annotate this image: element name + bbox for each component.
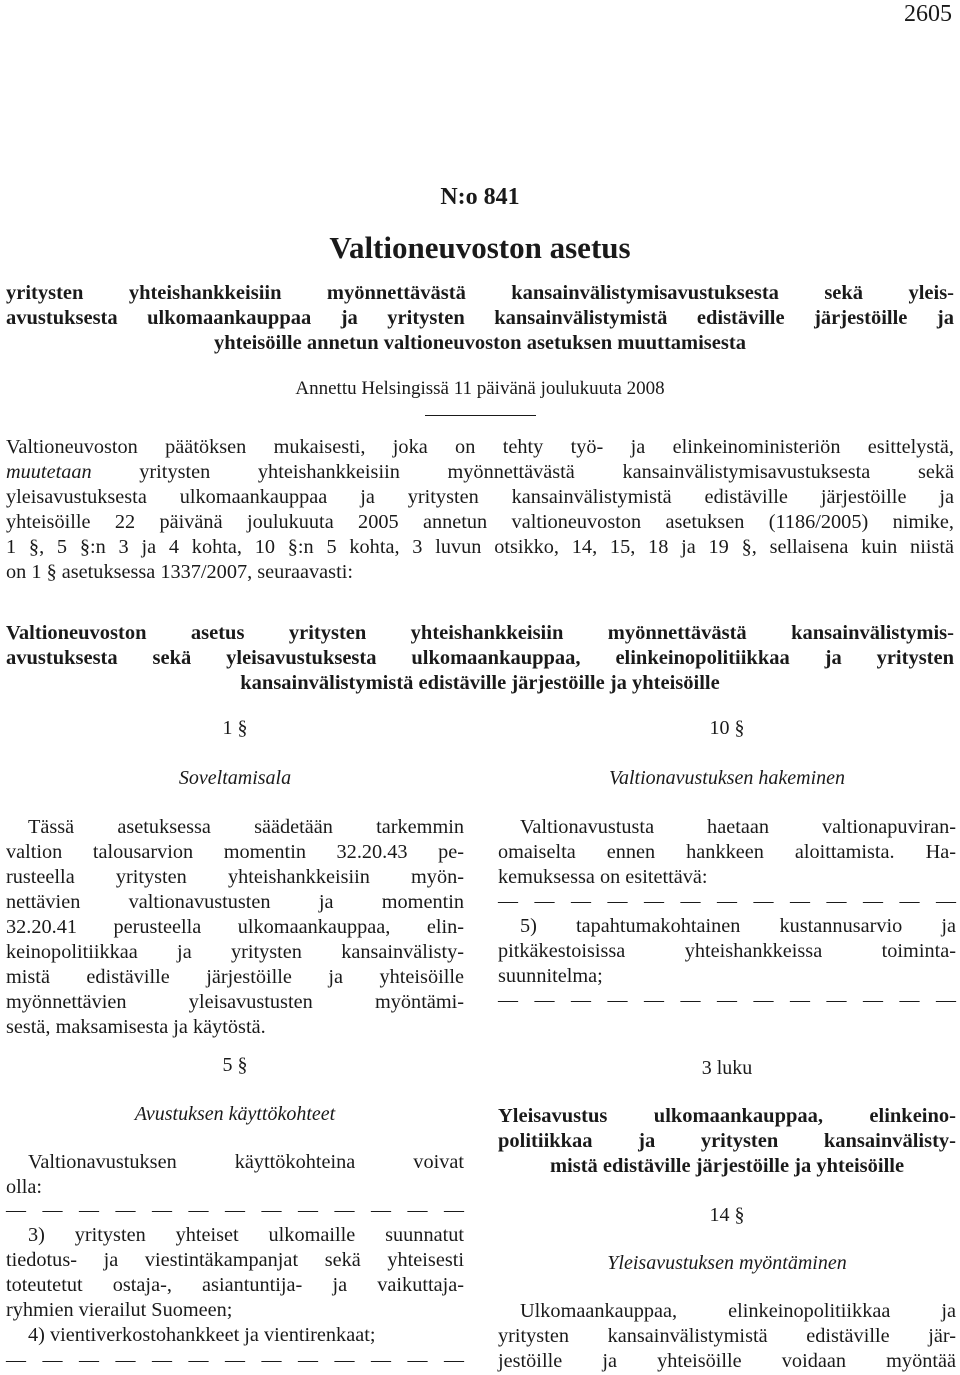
section-14-number: 14 § [709,1204,745,1226]
text-line: Ulkomaankauppaa, elinkeinopolitiikkaa ja [520,1300,956,1322]
issue-date: Annettu Helsingissä 11 päivänä joulukuuta 2008 [295,378,665,399]
text-line: tiedotus- ja viestintäkampanjat sekä yhteisesti [6,1249,464,1271]
preamble-italic-word: muutetaan [6,461,92,483]
preamble-line: 1 §, 5 §:n 3 ja 4 kohta, 10 §:n 5 kohta, 3 luvun otsikko, 14, 15, 18 ja 19 §, sellaisena kuin niistä [6,536,954,558]
text-line: 4) vientiverkostohankkeet ja vientirenkaat; [28,1324,376,1346]
section-5-intro [6,1150,464,1200]
preamble-line: Valtioneuvoston päätöksen mukaisesti, joka on tehty työ- ja elinkeinoministeriön esittelystä, [6,436,954,458]
section-1-text [6,815,464,1040]
text-line: 3) yritysten yhteiset ulkomaille suunnatut [28,1224,464,1246]
regulation-title-line: kansainvälistymistä edistäville järjestöille ja yhteisöille [240,672,720,694]
preamble-line: yhteisöille 22 päivänä joulukuuta 2005 annetun valtioneuvoston asetuksen (1186/2005) nimike, [6,511,954,533]
text-line: 5) tapahtumakohtainen kustannusarvio ja [520,915,956,937]
text-line: kemuksessa on esitettävä: [498,866,708,888]
text-line: pitkäkestoisissa yhteishankkeissa toiminta- [498,940,956,962]
preamble-line: yleisavustuksesta ulkomaankauppaa ja yritysten kansainvälistymistä edistäville järjestöille ja [6,486,954,508]
preamble-line [6,460,954,485]
text-line: jestöille ja yhteisöille voidaan myöntää [498,1350,956,1372]
text-line: keinopolitiikkaa ja yritysten kansainvälisty- [6,941,464,963]
text-line: nettävien valtionavustusten ja momentin [6,891,464,913]
omission-dashes: — — — — — — — — — — — — — [498,890,956,912]
section-10-item-5 [498,914,956,989]
omission-dashes: — — — — — — — — — — — — — [6,1349,464,1371]
section-1-number: 1 § [222,717,248,739]
text-line: olla: [6,1176,43,1198]
document-number: N:o 841 [440,184,520,210]
subtitle-line: avustuksesta ulkomaankauppaa ja yritysten kansainvälistymistä edistäville järjestöille ja [6,307,954,329]
section-10-intro [498,815,956,890]
text-line: toteutetut ostaja-, asiantuntija- ja vaikuttaja- [6,1274,464,1296]
section-5-item-4 [6,1323,464,1348]
subtitle-line: yritysten yhteishankkeisiin myönnettävästä kansainvälistymisavustuksesta sekä yleis- [6,282,954,304]
subtitle-line: yhteisöille annetun valtioneuvoston asetuksen muuttamisesta [214,332,746,354]
chapter-title-line: Yleisavustus ulkomaankauppaa, elinkeino- [498,1105,956,1127]
document-subtitle [6,281,954,356]
section-14-text [498,1299,956,1374]
text-line: yritysten kansainvälistymistä edistäville jär- [498,1325,956,1347]
text-line: myönnettävien yleisavustusten myöntämi- [6,991,464,1013]
document-title: Valtioneuvoston asetus [329,230,631,265]
omission-dashes: — — — — — — — — — — — — — [6,1199,464,1221]
text-line: sestä, maksamisesta ja käytöstä. [6,1016,266,1038]
text-line: rusteella yritysten yhteishankkeisiin myön- [6,866,464,888]
omission-dashes: — — — — — — — — — — — — — [498,989,956,1011]
text-line: suunnitelma; [498,965,603,987]
text-line: Valtionavustusta haetaan valtionapuviran- [520,816,956,838]
text-line: Valtionavustuksen käyttökohteina voivat [28,1151,464,1173]
regulation-title-line: Valtioneuvoston asetus yritysten yhteishankkeisiin myönnettävästä kansainvälistymis- [6,622,954,644]
preamble-line-text: yritysten yhteishankkeisiin myönnettävästä kansainvälistymisavustuksesta sekä [139,461,954,483]
preamble [6,435,954,585]
preamble-line: on 1 § asetuksessa 1337/2007, seuraavasti: [6,561,353,583]
chapter-title-line: politiikkaa ja yritysten kansainvälisty- [498,1130,956,1152]
chapter-title-line: mistä edistäville järjestöille ja yhteisöille [549,1155,905,1177]
section-5-item-3 [6,1223,464,1323]
regulation-title-line: avustuksesta sekä yleisavustuksesta ulkomaankauppaa, elinkeinopolitiikkaa ja yritysten [6,647,954,669]
text-line: 32.20.41 perusteella ulkomaankauppaa, elin- [6,916,464,938]
section-5-heading: Avustuksen käyttökohteet [134,1103,336,1125]
section-1-heading: Soveltamisala [178,767,292,789]
text-line: Tässä asetuksessa säädetään tarkemmin [28,816,464,838]
text-line: omaiselta ennen hankkeen aloittamista. Ha- [498,841,956,863]
text-line: mistä edistäville järjestöille ja yhteisöille [6,966,464,988]
text-line: ryhmien vierailut Suomeen; [6,1299,233,1321]
chapter-3-number: 3 luku [701,1057,753,1079]
regulation-title [6,621,954,696]
separator-rule [425,415,536,416]
text-line: valtion talousarvion momentin 32.20.43 pe- [6,841,464,863]
section-14-heading: Yleisavustuksen myöntäminen [607,1252,847,1274]
section-10-heading: Valtionavustuksen hakeminen [608,767,846,789]
chapter-3-title [498,1104,956,1179]
section-5-number: 5 § [222,1054,248,1076]
section-10-number: 10 § [709,717,745,739]
page-number: 2605 [904,1,952,27]
